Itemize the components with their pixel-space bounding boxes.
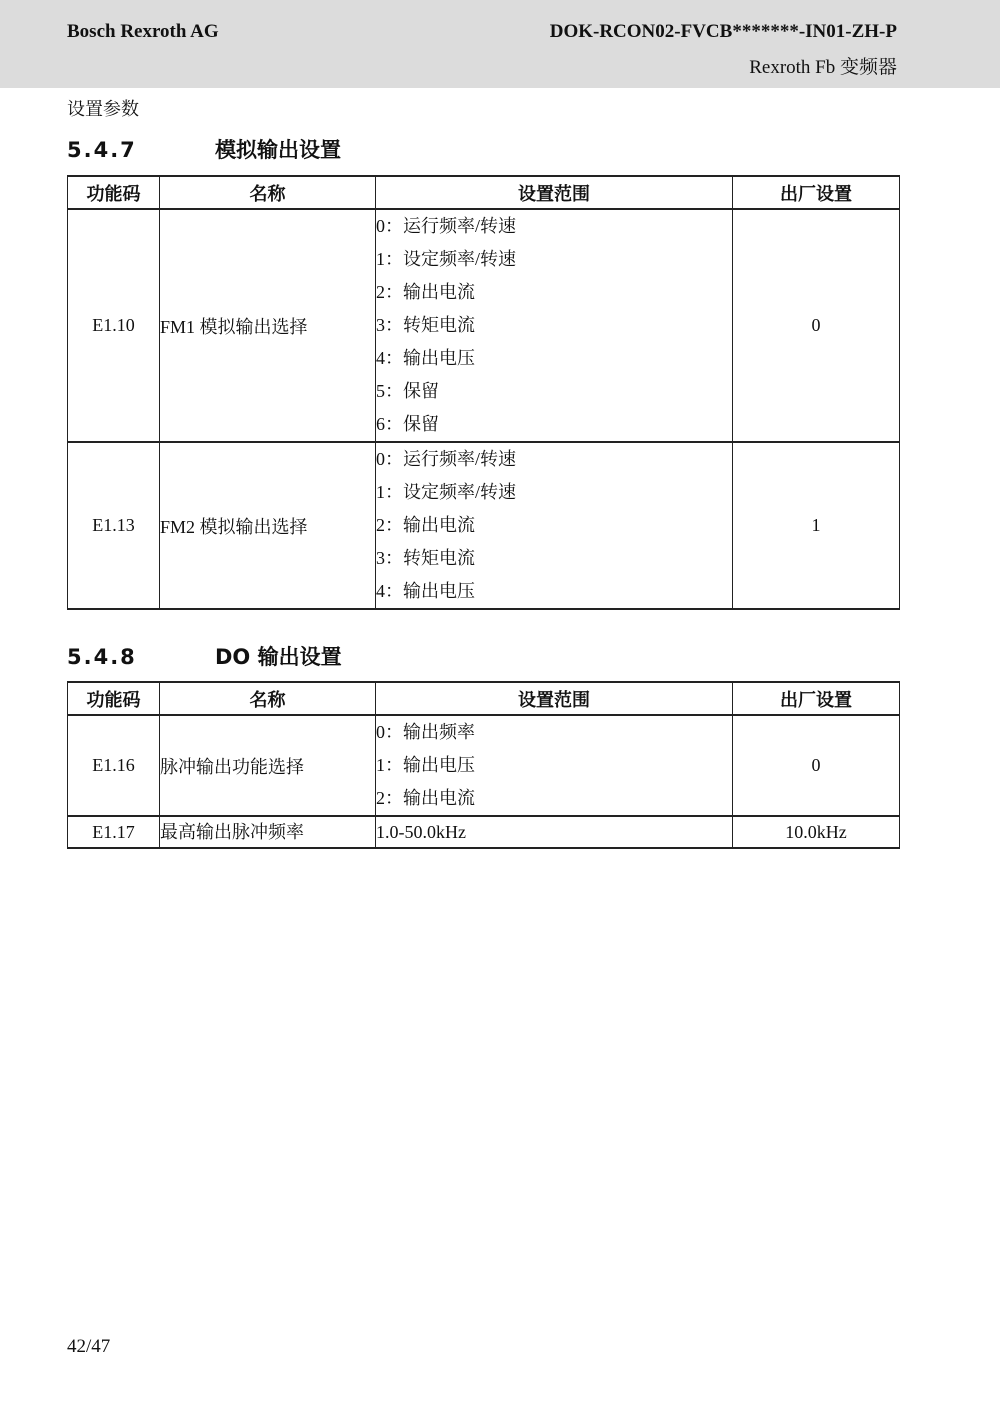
- header-default: 出厂设置: [733, 682, 900, 715]
- param-range: [376, 209, 733, 442]
- table-row: [68, 209, 900, 442]
- header-range: 设置范围: [376, 682, 733, 715]
- table-header-row: [68, 682, 900, 715]
- range-option: 1：设定频率/转速: [376, 482, 517, 502]
- section-number: 5.4.8: [67, 645, 137, 669]
- range-option: 0：运行频率/转速: [376, 216, 517, 236]
- range-option: 5：保留: [376, 381, 439, 401]
- param-code: E1.10: [68, 209, 160, 442]
- param-range: [376, 442, 733, 609]
- range-option: 4：输出电压: [376, 581, 475, 601]
- section-number: 5.4.7: [67, 138, 137, 162]
- param-name: FM1 模拟输出选择: [160, 209, 376, 442]
- param-code: E1.13: [68, 442, 160, 609]
- param-name: FM2 模拟输出选择: [160, 442, 376, 609]
- header-code: 功能码: [68, 682, 160, 715]
- header-range: 设置范围: [376, 176, 733, 209]
- param-default: 0: [733, 209, 900, 442]
- param-code: E1.17: [68, 816, 160, 848]
- param-default: 1: [733, 442, 900, 609]
- range-option: 1：设定频率/转速: [376, 249, 517, 269]
- table-row: [68, 715, 900, 816]
- company-name: Bosch Rexroth AG: [67, 21, 219, 42]
- section-title: 模拟输出设置: [215, 138, 341, 162]
- section-heading-5-4-8: [67, 641, 342, 671]
- range-option: 0：运行频率/转速: [376, 449, 517, 469]
- param-range: 1.0-50.0kHz: [376, 816, 733, 848]
- param-name: 最高输出脉冲频率: [160, 816, 376, 848]
- param-default: 10.0kHz: [733, 816, 900, 848]
- range-option: 1：输出电压: [376, 755, 475, 775]
- table-row: [68, 816, 900, 848]
- section-title: DO 输出设置: [215, 645, 342, 669]
- document-code: DOK-RCON02-FVCB*******-IN01-ZH-P: [549, 21, 897, 42]
- table-row: [68, 442, 900, 609]
- header-code: 功能码: [68, 176, 160, 209]
- range-option: 2：输出电流: [376, 515, 475, 535]
- param-range: [376, 715, 733, 816]
- product-name: Rexroth Fb 变频器: [749, 57, 897, 78]
- do-output-table: [67, 681, 900, 849]
- param-code: E1.16: [68, 715, 160, 816]
- range-option: 2：输出电流: [376, 282, 475, 302]
- section-heading-5-4-7: [67, 134, 341, 164]
- analog-output-table: [67, 175, 900, 610]
- range-option: 0：输出频率: [376, 722, 475, 742]
- param-name: 脉冲输出功能选择: [160, 715, 376, 816]
- header-name: 名称: [160, 682, 376, 715]
- range-option: 6：保留: [376, 414, 439, 434]
- header-default: 出厂设置: [733, 176, 900, 209]
- header-name: 名称: [160, 176, 376, 209]
- range-option: 4：输出电压: [376, 348, 475, 368]
- chapter-label: 设置参数: [67, 99, 139, 119]
- range-option: 3：转矩电流: [376, 315, 475, 335]
- table-header-row: [68, 176, 900, 209]
- page-number: 42/47: [67, 1336, 111, 1357]
- range-option: 2：输出电流: [376, 788, 475, 808]
- page-header: [0, 0, 1000, 88]
- range-option: 3：转矩电流: [376, 548, 475, 568]
- param-default: 0: [733, 715, 900, 816]
